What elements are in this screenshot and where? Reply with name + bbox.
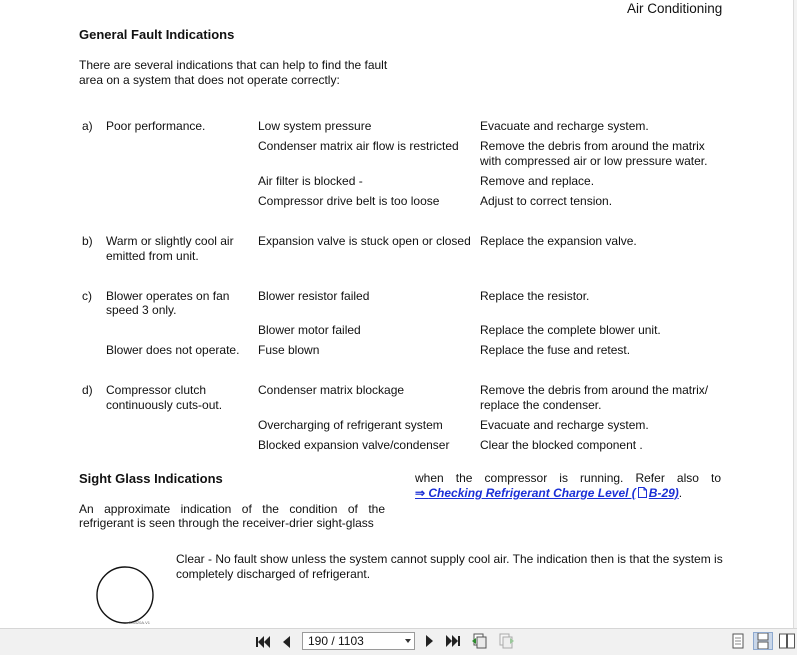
next-page-icon xyxy=(425,634,435,648)
fault-remedy: with compressed air or low pressure water. xyxy=(480,154,708,168)
fault-cause: Compressor drive belt is too loose xyxy=(258,194,440,208)
fault-cause: Expansion valve is stuck open or closed xyxy=(258,234,471,248)
back-view-icon xyxy=(471,632,489,650)
fault-letter: c) xyxy=(82,289,92,303)
charge-level-link[interactable]: ⇒ Checking Refrigerant Charge Level ( B-29) xyxy=(415,486,679,500)
single-page-icon xyxy=(732,633,744,649)
fault-cause: Overcharging of refrigerant system xyxy=(258,418,443,432)
fault-letter: a) xyxy=(82,119,93,133)
clear-line-1: Clear - No fault show unless the system cannot supply cool air. The indication then is that the system is xyxy=(176,552,723,566)
fault-cause: Blower motor failed xyxy=(258,323,361,337)
vertical-scrollbar[interactable] xyxy=(793,0,797,628)
fault-remedy: Evacuate and recharge system. xyxy=(480,119,649,133)
go-forward-view-button[interactable] xyxy=(496,632,516,650)
last-page-button[interactable] xyxy=(444,632,462,650)
facing-pages-icon xyxy=(779,633,795,649)
continuous-page-icon xyxy=(757,633,769,649)
fault-cause: Blower resistor failed xyxy=(258,289,370,303)
fault-symptom: Poor performance. xyxy=(106,119,206,133)
fault-cause: Low system pressure xyxy=(258,119,372,133)
fault-cause: Condenser matrix blockage xyxy=(258,383,405,397)
sight-text-line-1: An approximate indication of the condition of the xyxy=(79,502,385,516)
fault-cause: Fuse blown xyxy=(258,343,320,357)
clear-line-2: completely discharged of refrigerant. xyxy=(176,567,371,581)
intro-line-1: There are several indications that can help to find the fault xyxy=(79,58,388,72)
fault-symptom: Blower does not operate. xyxy=(106,343,240,357)
fault-remedy: Replace the resistor. xyxy=(480,289,590,303)
fault-remedy: Remove the debris from around the matrix/ xyxy=(480,383,709,397)
fault-remedy: Replace the fuse and retest. xyxy=(480,343,631,357)
fault-remedy: Remove the debris from around the matrix xyxy=(480,139,705,153)
forward-view-icon xyxy=(497,632,515,650)
fault-remedy: Replace the complete blower unit. xyxy=(480,323,661,337)
section-header: Air Conditioning xyxy=(627,1,723,16)
fault-letter: b) xyxy=(82,234,93,248)
sight-glass-title: Sight Glass Indications xyxy=(79,471,223,486)
next-page-button[interactable] xyxy=(422,632,438,650)
fault-remedy: Replace the expansion valve. xyxy=(480,234,637,248)
fault-letter: d) xyxy=(82,383,93,397)
fault-symptom: Warm or slightly cool air xyxy=(106,234,234,248)
fault-cause: Air filter is blocked - xyxy=(258,174,363,188)
fault-symptom: continuously cuts-out. xyxy=(106,398,223,412)
facing-view-button[interactable] xyxy=(778,632,796,650)
sight-glass-figure xyxy=(94,564,156,628)
refer-line: ⇒ Checking Refrigerant Charge Level ( B-29). xyxy=(415,486,683,500)
fault-symptom: Blower operates on fan xyxy=(106,289,230,303)
single-page-view-button[interactable] xyxy=(729,632,747,650)
intro-line-2: area on a system that does not operate correctly: xyxy=(79,73,340,87)
last-page-icon xyxy=(445,634,461,648)
sight-text-line-2: refrigerant is seen through the receiver-drier sight-glass xyxy=(79,516,374,530)
page-reference-icon xyxy=(638,487,647,498)
fault-symptom: speed 3 only. xyxy=(106,303,177,317)
arrow-right-icon: ⇒ xyxy=(415,486,429,500)
fault-cause: Condenser matrix air flow is restricted xyxy=(258,139,459,153)
continuous-view-button[interactable] xyxy=(753,632,773,650)
fault-symptom: Compressor clutch xyxy=(106,383,207,397)
fault-remedy: Remove and replace. xyxy=(480,174,595,188)
fault-remedy: Clear the blocked component . xyxy=(480,438,643,452)
page-number-select[interactable]: 190 / 1103 xyxy=(302,632,415,650)
fault-symptom: emitted from unit. xyxy=(106,249,199,263)
fault-remedy: Evacuate and recharge system. xyxy=(480,418,649,432)
fault-remedy: replace the condenser. xyxy=(480,398,602,412)
sight-text-right: when the compressor is running. Refer also to xyxy=(415,471,721,485)
figure-code: 404420A.V1 xyxy=(128,620,151,625)
fault-remedy: Adjust to correct tension. xyxy=(480,194,613,208)
go-back-view-button[interactable] xyxy=(470,632,490,650)
toolbar-right-group xyxy=(0,628,797,654)
fault-cause: Blocked expansion valve/condenser xyxy=(258,438,450,452)
general-title: General Fault Indications xyxy=(79,27,235,42)
